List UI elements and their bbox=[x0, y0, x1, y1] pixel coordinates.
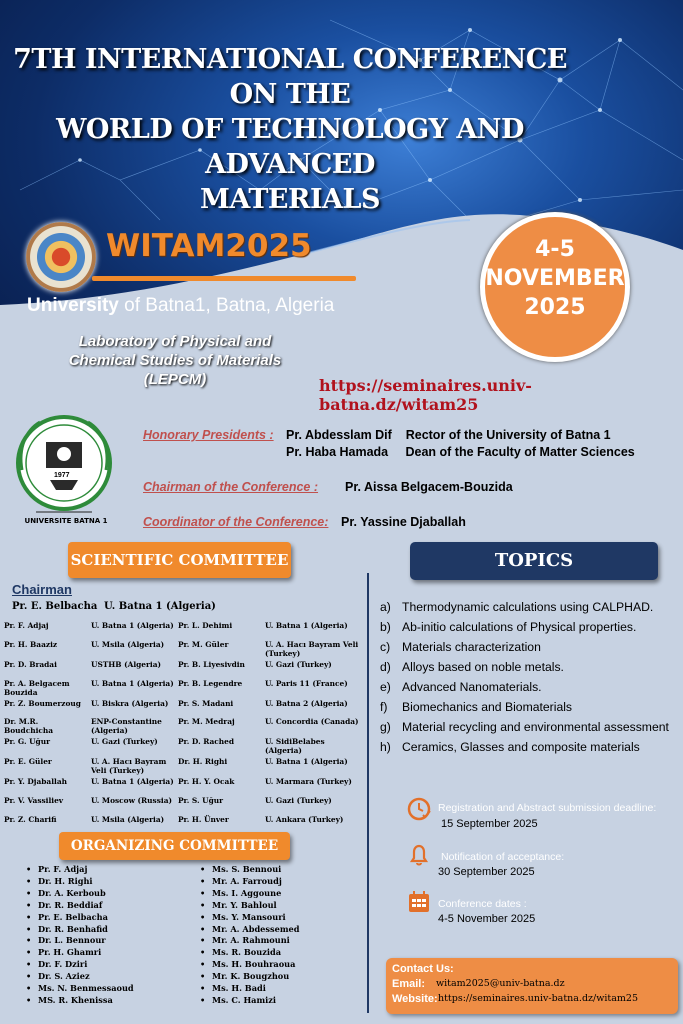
topic-text: Ab-initio calculations of Physical properties. bbox=[402, 620, 637, 634]
committee-member-name: Pr. G. Uğur bbox=[4, 737, 50, 746]
committee-member-name: Pr. D. Rached bbox=[178, 737, 235, 746]
organizing-member: • Dr. S. Aziez bbox=[26, 971, 134, 983]
topic-text: Material recycling and environmental assessment bbox=[402, 720, 669, 734]
title-line-2: WORLD OF TECHNOLOGY AND ADVANCED bbox=[56, 114, 524, 180]
deadline-1-date: 15 September 2025 bbox=[441, 818, 538, 830]
committee-member-name: Dr. H. Righi bbox=[178, 757, 228, 766]
committee-member-university: U. Moscow (Russia) bbox=[91, 796, 172, 805]
contact-box bbox=[386, 958, 678, 1014]
topic-letter: h) bbox=[380, 740, 391, 754]
committee-member-university: U. A. Hacı Bayram Veli (Turkey) bbox=[265, 640, 359, 658]
topic-item bbox=[380, 737, 680, 757]
organizing-list-right bbox=[200, 864, 299, 1007]
topic-text: Advanced Nanomaterials. bbox=[402, 680, 542, 694]
topic-letter: e) bbox=[380, 680, 391, 694]
topic-item bbox=[380, 597, 680, 617]
committee-member-name: Pr. H. Y. Ocak bbox=[178, 777, 235, 786]
seal-year: 1977 bbox=[54, 472, 70, 479]
deadline-3-label: Conference dates : bbox=[438, 898, 527, 910]
calendar-icon bbox=[406, 889, 432, 915]
lab-line-2: Chemical Studies of Materials bbox=[68, 352, 282, 369]
laboratory-name bbox=[30, 332, 320, 389]
organizing-member: • Pr. F. Adjaj bbox=[26, 864, 134, 876]
committee-member-university: U. Batna 1 (Algeria) bbox=[91, 777, 174, 786]
chairman-university: U. Batna 1 (Algeria) bbox=[104, 601, 216, 612]
topic-item bbox=[380, 637, 680, 657]
committee-member-university: U. Batna 1 (Algeria) bbox=[265, 621, 348, 630]
committee-member-name: Pr. L. Dehimi bbox=[178, 621, 233, 630]
contact-email[interactable]: witam2025@univ-batna.dz bbox=[436, 978, 565, 989]
committee-member-university: U. Paris 11 (France) bbox=[265, 679, 348, 688]
committee-member-university: U. Biskra (Algeria) bbox=[91, 699, 169, 708]
conference-title bbox=[10, 42, 570, 217]
column-divider bbox=[367, 573, 369, 1013]
committee-member-university: U. A. Hacı Bayram Veli (Turkey) bbox=[91, 757, 167, 775]
committee-member-name: Pr. M. Medraj bbox=[178, 717, 235, 726]
clock-check-icon bbox=[406, 796, 432, 822]
honorary-presidents-label: Honorary Presidents : bbox=[143, 428, 274, 442]
organizing-member: • Mr. A. Rahmouni bbox=[200, 935, 299, 947]
seal-caption: UNIVERSITE BATNA 1 bbox=[24, 517, 108, 525]
committee-member-university: U. Batna 1 (Algeria) bbox=[91, 679, 174, 688]
topic-letter: f) bbox=[380, 700, 388, 714]
organizing-member: • Dr. R. Beddiaf bbox=[26, 900, 134, 912]
committee-member-university: U. Ankara (Turkey) bbox=[265, 815, 344, 824]
deadline-2-label: Notification of acceptance: bbox=[441, 851, 565, 863]
committee-member-university: U. Batna 1 (Algeria) bbox=[91, 621, 174, 630]
honorary-president-2: Pr. Haba Hamada Dean of the Faculty of Matter Sciences bbox=[286, 445, 635, 459]
contact-website[interactable]: https://seminaires.univ-batna.dz/witam25 bbox=[438, 993, 638, 1004]
conference-acronym: WITAM2025 bbox=[106, 228, 312, 264]
committee-member-university: U. Batna 1 (Algeria) bbox=[265, 757, 348, 766]
organizing-list-left bbox=[26, 864, 134, 1007]
committee-member-name: Pr. V. Vassiliev bbox=[4, 796, 64, 805]
organizing-member: • Ms. N. Benmessaoud bbox=[26, 983, 134, 995]
organizing-member: • Pr. E. Belbacha bbox=[26, 912, 134, 924]
organizing-member: • Pr. H. Ghamri bbox=[26, 947, 134, 959]
organizing-member: • MS. R. Khenissa bbox=[26, 995, 134, 1007]
organizing-member: • Ms. S. Bennoui bbox=[200, 864, 299, 876]
committee-member-university: U. SidiBelabes (Algeria) bbox=[265, 737, 325, 755]
committee-member-name: Pr. A. Belgacem Bouzida bbox=[4, 679, 70, 697]
committee-member-university: ENP-Constantine (Algeria) bbox=[91, 717, 162, 735]
committee-member-name: Dr. M.R. Boudchicha bbox=[4, 717, 54, 735]
topic-text: Thermodynamic calculations using CALPHAD. bbox=[402, 600, 654, 614]
email-label: Email: bbox=[392, 978, 426, 990]
topic-item bbox=[380, 697, 680, 717]
coordinator-name: Pr. Yassine Djaballah bbox=[341, 515, 466, 529]
topics-heading: TOPICS bbox=[410, 542, 658, 580]
orange-divider bbox=[92, 276, 356, 281]
organizing-member: • Mr. A. Farroudj bbox=[200, 876, 299, 888]
organizing-member: • Ms. I. Aggoune bbox=[200, 888, 299, 900]
topic-letter: a) bbox=[380, 600, 391, 614]
committee-member-name: Pr. D. Bradai bbox=[4, 660, 57, 669]
university-name bbox=[27, 295, 334, 317]
conference-date-badge bbox=[480, 212, 630, 362]
committee-member-name: Pr. Z. Boumerzoug bbox=[4, 699, 81, 708]
scientific-committee-heading: SCIENTIFIC COMMITTEE bbox=[68, 542, 291, 578]
organizing-member: • Dr. R. Benhafid bbox=[26, 924, 134, 936]
topic-item bbox=[380, 677, 680, 697]
organizing-member: • Mr. K. Bougzhou bbox=[200, 971, 299, 983]
committee-member-university: U. Marmara (Turkey) bbox=[265, 777, 352, 786]
committee-member-university: U. Gazi (Turkey) bbox=[265, 796, 332, 805]
committee-member-name: Pr. B. Liyesivdin bbox=[178, 660, 245, 669]
coordinator-label: Coordinator of the Conference: bbox=[143, 515, 329, 529]
organizing-member: • Dr. L. Bennour bbox=[26, 935, 134, 947]
committee-member-university: U. Concordia (Canada) bbox=[265, 717, 359, 726]
topic-item bbox=[380, 657, 680, 677]
topic-item bbox=[380, 717, 680, 737]
committee-member-name: Pr. H. Ünver bbox=[178, 815, 229, 824]
date-year: 2025 bbox=[524, 295, 586, 320]
committee-member-name: Pr. F. Adjaj bbox=[4, 621, 49, 630]
topic-text: Biomechanics and Biomaterials bbox=[402, 700, 573, 714]
lab-line-1: Laboratory of Physical and bbox=[78, 333, 272, 350]
committee-member-name: Pr. Z. Charifi bbox=[4, 815, 57, 824]
bell-icon bbox=[406, 842, 432, 868]
organizing-member: • Dr. F. Dziri bbox=[26, 959, 134, 971]
topic-text: Alloys based on noble metals. bbox=[402, 660, 564, 674]
topic-item bbox=[380, 617, 680, 637]
organizing-member: • Ms. R. Bouzida bbox=[200, 947, 299, 959]
topic-letter: g) bbox=[380, 720, 391, 734]
deadline-1-label: Registration and Abstract submission deadline: bbox=[438, 802, 657, 814]
organizing-committee-heading: ORGANIZING COMMITTEE bbox=[59, 832, 290, 860]
chairman-conference-label: Chairman of the Conference : bbox=[143, 480, 319, 494]
topic-text: Materials characterization bbox=[402, 640, 541, 654]
title-line-3: MATERIALS bbox=[199, 184, 381, 215]
organizing-member: • Dr. A. Kerboub bbox=[26, 888, 134, 900]
committee-member-name: Pr. S. Madani bbox=[178, 699, 234, 708]
witam-logo-icon bbox=[26, 222, 96, 292]
topics-list bbox=[380, 597, 680, 757]
topic-letter: d) bbox=[380, 660, 391, 674]
title-line-1: 7TH INTERNATIONAL CONFERENCE ON THE bbox=[13, 44, 567, 110]
website-link[interactable]: https://seminaires.univ-batna.dz/witam25 bbox=[319, 376, 532, 414]
committee-member-name: Pr. S. Uğur bbox=[178, 796, 224, 805]
organizing-member: • Ms. Y. Mansouri bbox=[200, 912, 299, 924]
date-month: NOVEMBER bbox=[485, 266, 625, 291]
committee-member-name: Pr. E. Güler bbox=[4, 757, 52, 766]
organizing-member: • Ms. H. Bouhraoua bbox=[200, 959, 299, 971]
university-bold: University bbox=[27, 295, 119, 316]
contact-heading: Contact Us: bbox=[392, 963, 454, 975]
committee-member-university: U. Msila (Algeria) bbox=[91, 815, 165, 824]
committee-member-university: U. Msila (Algeria) bbox=[91, 640, 165, 649]
committee-member-university: U. Gazi (Turkey) bbox=[265, 660, 332, 669]
committee-member-name: Pr. B. Legendre bbox=[178, 679, 243, 688]
deadline-3-date: 4-5 November 2025 bbox=[438, 913, 536, 925]
honorary-president-1: Pr. Abdesslam Dif Rector of the University of Batna 1 bbox=[286, 428, 611, 442]
chairman-conference-name: Pr. Aissa Belgacem-Bouzida bbox=[345, 480, 513, 494]
lab-line-3: (LEPCM) bbox=[143, 371, 207, 388]
topic-letter: c) bbox=[380, 640, 391, 654]
chairman-name: Pr. E. Belbacha bbox=[12, 601, 98, 612]
organizing-member: • Ms. C. Hamizi bbox=[200, 995, 299, 1007]
organizing-member: • Mr. A. Abdessemed bbox=[200, 924, 299, 936]
committee-member-name: Pr. M. Güler bbox=[178, 640, 229, 649]
committee-member-university: USTHB (Algeria) bbox=[91, 660, 161, 669]
committee-member-university: U. Batna 2 (Algeria) bbox=[265, 699, 348, 708]
organizing-member: • Ms. H. Badi bbox=[200, 983, 299, 995]
website-label: Website: bbox=[392, 993, 438, 1005]
deadline-2-date: 30 September 2025 bbox=[438, 866, 535, 878]
topic-text: Ceramics, Glasses and composite materials bbox=[402, 740, 640, 754]
committee-member-name: Pr. H. Baaziz bbox=[4, 640, 58, 649]
committee-member-university: U. Gazi (Turkey) bbox=[91, 737, 158, 746]
committee-member-name: Pr. Y. Djaballah bbox=[4, 777, 67, 786]
date-day: 4-5 bbox=[535, 237, 575, 262]
topic-letter: b) bbox=[380, 620, 391, 634]
organizing-member: • Dr. H. Righi bbox=[26, 876, 134, 888]
chairman-heading: Chairman bbox=[12, 582, 72, 597]
university-rest: of Batna1, Batna, Algeria bbox=[118, 295, 335, 316]
organizing-member: • Mr. Y. Bahloul bbox=[200, 900, 299, 912]
